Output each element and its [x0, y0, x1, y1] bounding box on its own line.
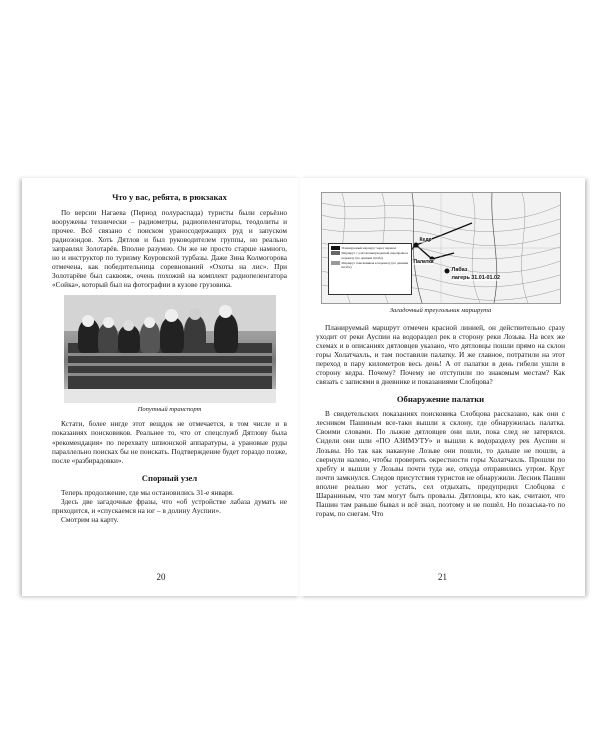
paragraph: Теперь продолжение, где мы остановились 31-е января. — [61, 487, 234, 497]
map-label-labaz: Лабаз — [451, 267, 468, 273]
page-number-right: 21 — [438, 572, 447, 582]
map-label-kedr: Кедр — [419, 237, 432, 243]
paragraph: В свидетельских показаниях поисковика Слобцова рассказано, как они с лесником Пашиным все-таки вышли к склону, где обнаружилась палатка. Своими словами. По лыжне дятловцев они шли, пока след не затерялся. Сидели они шли «ПО АЗИМУТУ» и вышли к водоразделу рек Ауспии и Лозьвы. Но так как накануне Лозьве они пошли, то дальше не пошли, а свернули налево, чтобы проверить окрестности горы Холатчахль. Прошли по хребту и вышли у Лозьвы почти туда же, откуда отправились утром. Круг почти замкнулся. Следов присутствия туристов не обнаружили. Лесник Пашин вполне реально мог устать, сел отдыхать, предупредил Слобцова с Шараниным, что там могут быть провалы. Дятловцы, кто как, считают, что Пашин там раньше бывал и всё знал, поэтому и не пошёл. Но позаська-то по горам, по снегам. Что — [316, 409, 565, 518]
legend-item: Маршрут поисковиков к перевалу (по данным штаба) — [331, 261, 409, 270]
map-caption: Загадочный треугольник маршрута — [389, 307, 492, 314]
map-label-tent: Палатка — [413, 259, 434, 265]
paragraph: Планируемый маршрут отмечен красной линией, он действительно сразу уходит от реки Ауспии на водораздел рек в сторону реки Лозьва. На всех же схемах и в описаниях дятловцев указано, что дятловцы пошли прямо на склон горы Холатчахль, и там поставили палатку. И же главное, потратили на этот переход в пару километров весь день! А от палатки в день гибели ушли в сторону кедра. Почему? Почему не отступили по знакомым местам? Как связать с записями в дневнике и показаниями Слобцова? — [316, 323, 565, 387]
truck-photo — [64, 295, 276, 403]
right-page — [300, 178, 585, 596]
right-text-column — [316, 192, 565, 518]
map-label-camp: лагерь 31.01-01.02 — [451, 275, 501, 281]
paragraph: Смотрим на карту. — [61, 514, 119, 524]
map-legend — [328, 243, 412, 295]
route-map — [321, 192, 561, 304]
heading-disputed-knot: Спорный узел — [141, 472, 198, 483]
legend-item: Планируемый маршрут через перевал — [331, 246, 409, 250]
page-number-left: 20 — [156, 572, 166, 582]
legend-item: Маршрут с учетом вынужденной переправы к перевалу (по данным штаба) — [331, 251, 409, 260]
photo-caption: Попутный транспорт — [137, 406, 202, 414]
paragraph: Здесь две загадочные фразы, что «об устройстве лабаза думать не приходится, и «спускаемся на юг – в долину Ауспии». — [52, 496, 287, 515]
paragraph: По версии Нагаева (Период полураспада) туристы были серьёзно вооружены технически – радиометры, радиопеленгаторы, теодолиты и прочее. Всё связано с поиском ураносодержащих руд и запуском радиозондов. Хоть Дятлов и был руководителем группы, но реально заправлял Золотарёв. Вполне разумно. Он же не просто старше намного, но и инструктор по туризму Коуровской турбазы. Даже Зина Колмогорова отмечена, как победительница соревнований «Охоты на лис». При Золотарёве был саквояж, очень похожий на комплект радиопеленгатора «Сойка», который был на фотографии в кузове грузовика. — [52, 208, 287, 290]
heading-backpacks: Что у вас, ребята, в рюкзаках — [112, 192, 227, 202]
heading-tent-discovery: Обнаружение палатки — [396, 394, 485, 405]
left-page — [22, 178, 300, 596]
paragraph: Кстати, более нигде этот вещдок не отмечается, в том числе и в показаниях поисковиков. Реальнее то, что от спецслужб Дятлову была «рекомендация» по перехвату шпионской аппаратуры, а урановые руды параллельно поисках бы не поискать. Подтверждение будет гораздо позже, после «разбирадовки». — [52, 419, 287, 465]
left-text-column — [52, 192, 287, 524]
